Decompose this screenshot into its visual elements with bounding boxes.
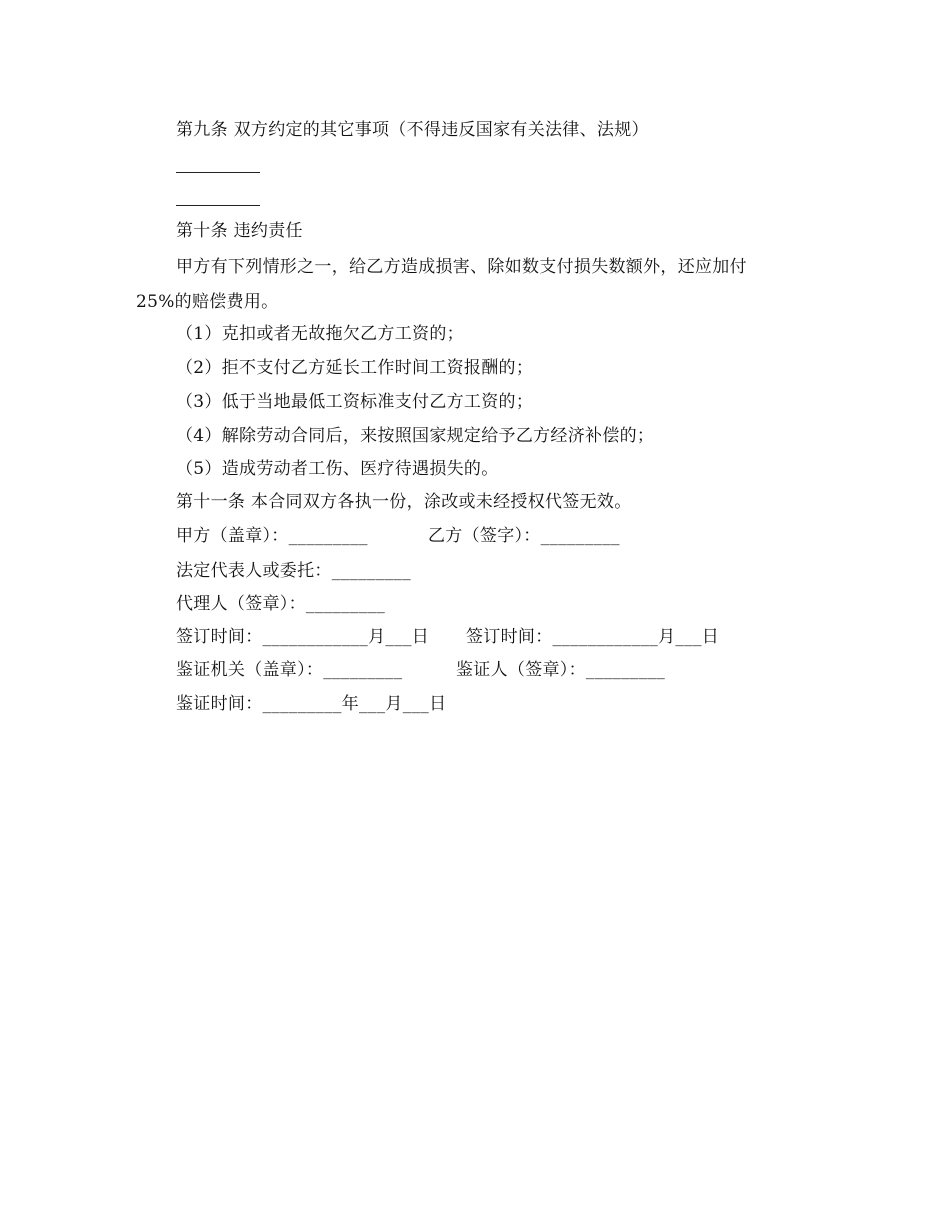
verify-date-field: 鉴证时间：_________年___月___日	[176, 694, 447, 714]
legal-representative-field: 法定代表人或委托：_________	[176, 561, 411, 581]
article-10-paragraph-line-1: 甲方有下列情形之一，给乙方造成损害、除如数支付损失数额外，还应加付	[176, 257, 747, 277]
article-9-heading: 第九条 双方约定的其它事项（不得违反国家有关法律、法规）	[176, 120, 649, 140]
sign-date-field-a: 签订时间：____________月___日	[176, 627, 430, 647]
blank-line-1	[176, 172, 260, 173]
list-item: （2）拒不支付乙方延长工作时间工资报酬的；	[176, 358, 534, 378]
verifier-signature-field: 鉴证人（签章）：_________	[456, 660, 666, 680]
agent-signature-field: 代理人（签章）：_________	[176, 594, 386, 614]
article-10-paragraph-line-2: 25%的赔偿费用。	[136, 292, 279, 312]
list-item: （5）造成劳动者工伤、医疗待遇损失的。	[176, 459, 499, 479]
article-11-heading: 第十一条 本合同双方各执一份，涂改或未经授权代签无效。	[176, 492, 632, 512]
list-item: （4）解除劳动合同后，来按照国家规定给予乙方经济补偿的；	[176, 426, 655, 446]
party-a-seal-field: 甲方（盖章）：_________	[176, 526, 368, 546]
authority-seal-field: 鉴证机关（盖章）：_________	[176, 660, 403, 680]
sign-date-field-b: 签订时间：____________月___日	[466, 627, 720, 647]
list-item: （3）低于当地最低工资标准支付乙方工资的；	[176, 392, 534, 412]
blank-line-2	[176, 205, 260, 206]
party-b-signature-field: 乙方（签字）：_________	[428, 526, 620, 546]
article-10-heading: 第十条 违约责任	[176, 221, 303, 241]
list-item: （1）克扣或者无故拖欠乙方工资的；	[176, 324, 464, 344]
